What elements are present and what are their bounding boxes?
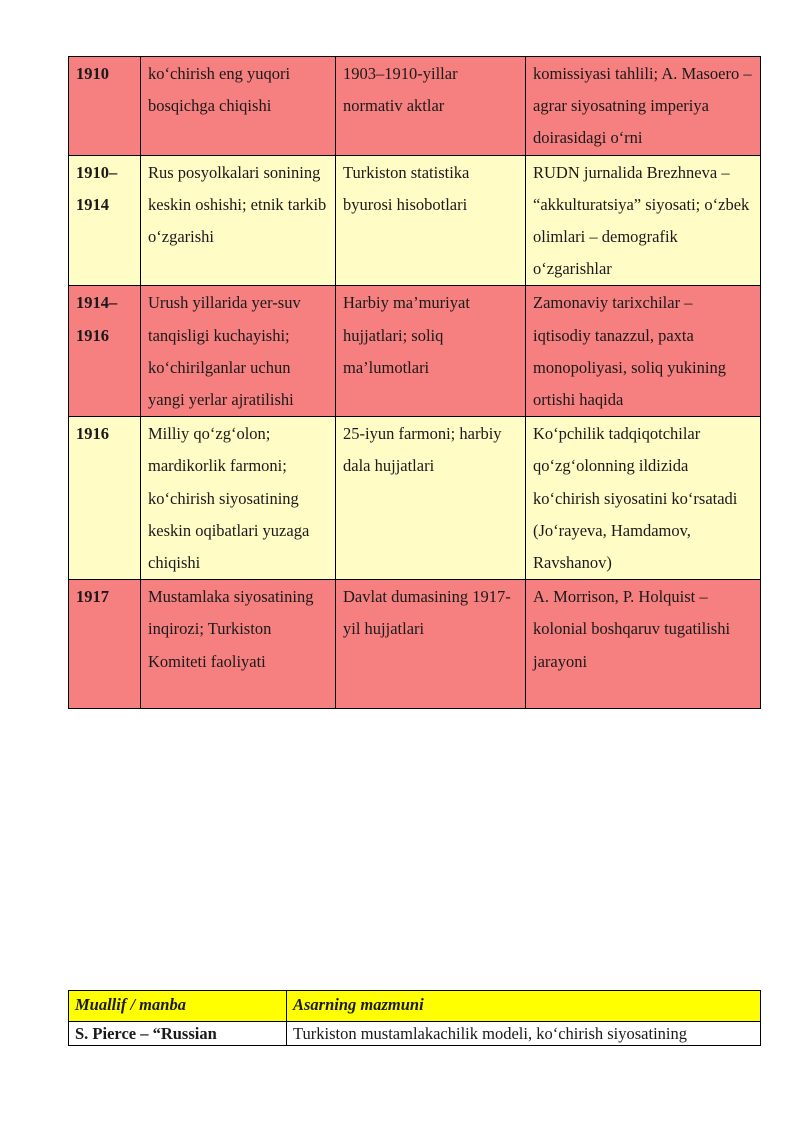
year-cell: 1916 (69, 417, 141, 580)
scholars-cell: A. Morrison, P. Holquist – kolonial boshqaruv tugatilishi jarayoni (526, 580, 761, 709)
literature-table (68, 990, 761, 1046)
event-cell: Urush yillarida yer-suv tanqisligi kuchayishi; ko‘chirilganlar uchun yangi yerlar ajratilishi (141, 286, 336, 417)
year-cell: 1914–1916 (69, 286, 141, 417)
table-row (69, 417, 761, 580)
source-cell: 1903–1910-yillar normativ aktlar (336, 57, 526, 156)
content-column-header: Asarning mazmuni (287, 991, 761, 1022)
event-cell: Mustamlaka siyosatining inqirozi; Turkiston Komiteti faoliyati (141, 580, 336, 709)
scholars-cell: RUDN jurnalida Brezhneva – “akkulturatsiya” siyosati; o‘zbek olimlari – demografik o‘zgarishlar (526, 155, 761, 286)
year-cell: 1910 (69, 57, 141, 156)
source-cell: Harbiy ma’muriyat hujjatlari; soliq ma’lumotlari (336, 286, 526, 417)
table-row (69, 286, 761, 417)
scholars-cell: Ko‘pchilik tadqiqotchilar qo‘zg‘olonning ildizida ko‘chirish siyosatini ko‘rsatadi (Jo‘rayeva, Hamdamov, Ravshanov) (526, 417, 761, 580)
table-header-row (69, 991, 761, 1022)
table-row (69, 1022, 761, 1046)
scholars-cell: komissiyasi tahlili; A. Masoero – agrar siyosatning imperiya doirasidagi o‘rni (526, 57, 761, 156)
source-cell: 25-iyun farmoni; harbiy dala hujjatlari (336, 417, 526, 580)
table-row (69, 155, 761, 286)
period-table (68, 56, 761, 709)
year-cell: 1910–1914 (69, 155, 141, 286)
author-column-header: Muallif / manba (69, 991, 287, 1022)
event-cell: ko‘chirish eng yuqori bosqichga chiqishi (141, 57, 336, 156)
event-cell: Rus posyolkalari sonining keskin oshishi; etnik tarkib o‘zgarishi (141, 155, 336, 286)
table-row (69, 580, 761, 709)
author-cell: S. Pierce – “Russian (69, 1022, 287, 1046)
scholars-cell: Zamonaviy tarixchilar – iqtisodiy tanazzul, paxta monopoliyasi, soliq yukining ortishi haqida (526, 286, 761, 417)
event-cell: Milliy qo‘zg‘olon; mardikorlik farmoni; ko‘chirish siyosatining keskin oqibatlari yuzaga chiqishi (141, 417, 336, 580)
source-cell: Davlat dumasining 1917-yil hujjatlari (336, 580, 526, 709)
year-cell: 1917 (69, 580, 141, 709)
content-cell: Turkiston mustamlakachilik modeli, ko‘chirish siyosatining (287, 1022, 761, 1046)
table-row (69, 57, 761, 156)
source-cell: Turkiston statistika byurosi hisobotlari (336, 155, 526, 286)
